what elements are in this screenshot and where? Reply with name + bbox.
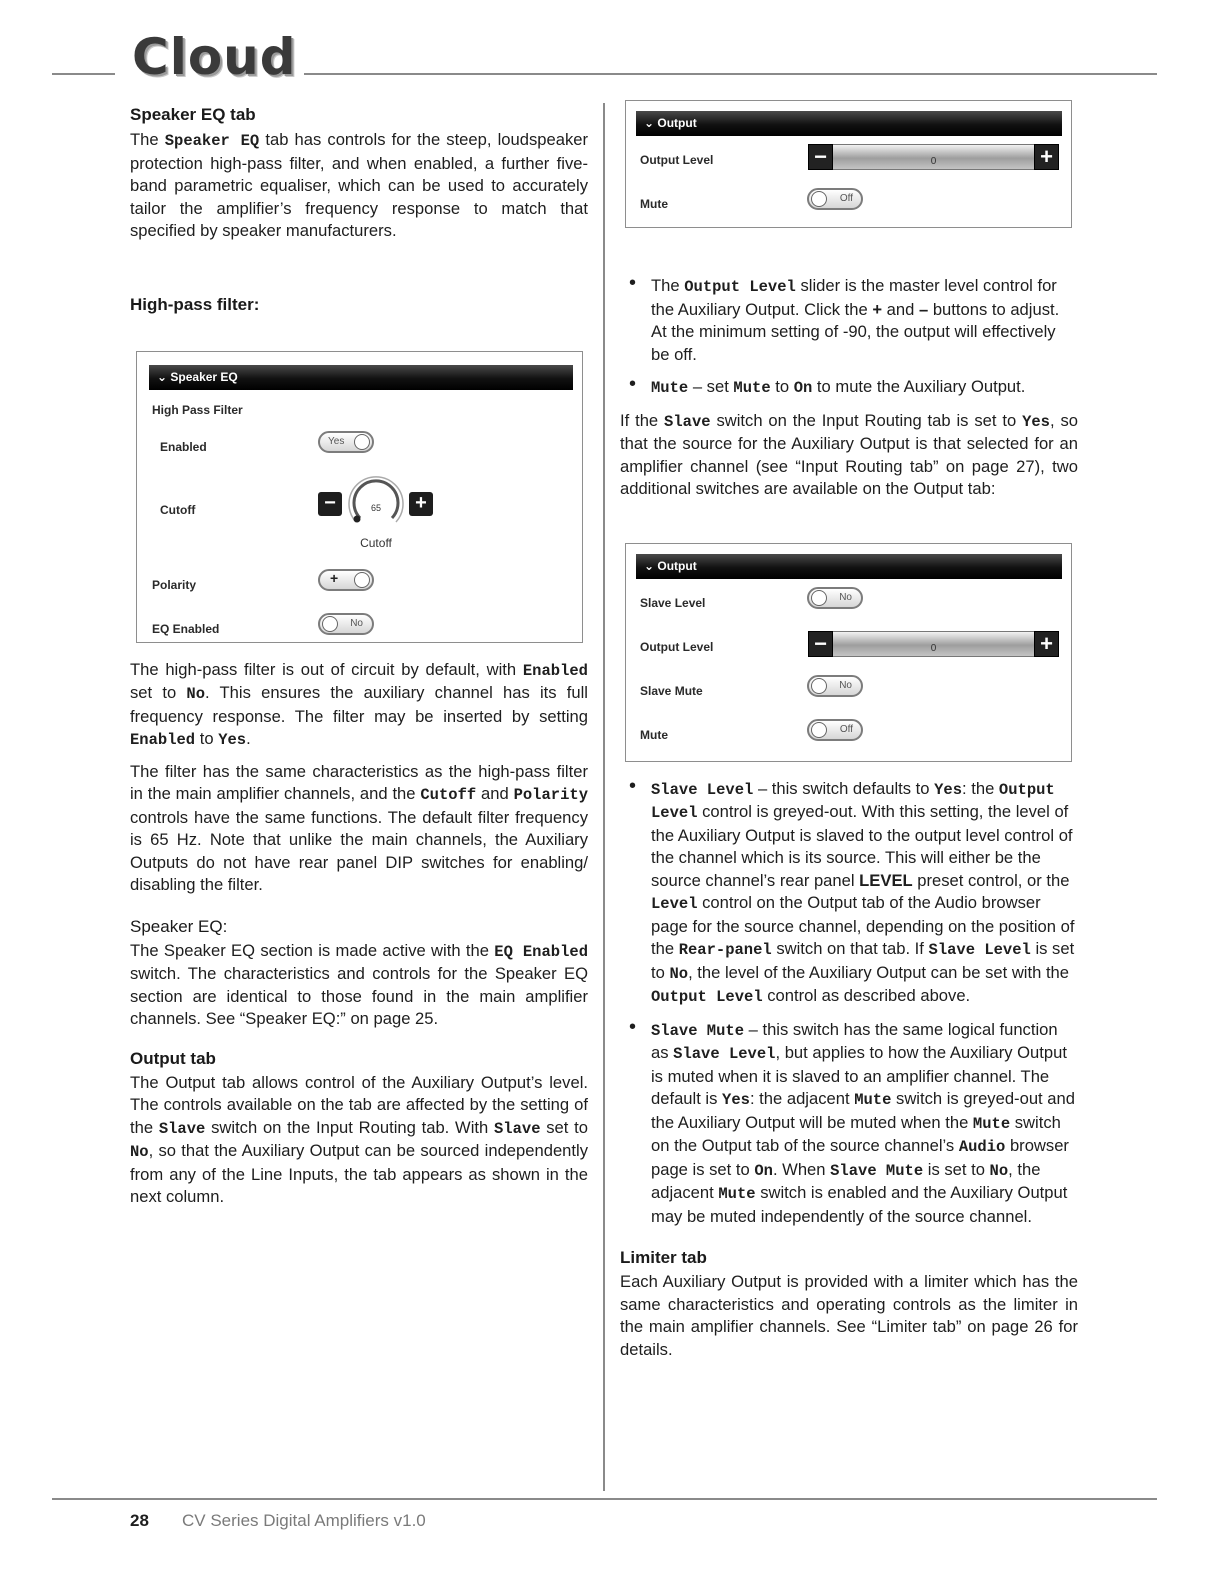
speaker-eq-tab-paragraph: The Speaker EQ tab has controls for the steep, loudspeaker protection high-pass filter, and when enabled, a further five-band parametric equaliser, which can be used to accurately tailor the amplifier’s frequency response to match that specified by speaker manufacturers. bbox=[130, 130, 589, 240]
output-panel-header[interactable]: ⌄ Output bbox=[636, 111, 1062, 136]
column-divider bbox=[603, 103, 605, 1491]
mute-label: Mute bbox=[640, 727, 668, 742]
output-level-increase-button[interactable]: + bbox=[1034, 631, 1059, 657]
footer-rule bbox=[52, 1498, 1157, 1500]
output-tab-heading: Output tab bbox=[130, 1048, 216, 1068]
output-bullets-2 bbox=[620, 778, 1078, 1229]
output-bullets-1 bbox=[620, 275, 1078, 400]
eq-enabled-toggle[interactable]: No bbox=[318, 613, 374, 635]
output-level-slider[interactable] bbox=[808, 631, 1059, 657]
speaker-eq-heading: Speaker EQ: bbox=[130, 916, 228, 936]
speaker-eq-panel-header[interactable]: ⌄ Speaker EQ bbox=[149, 365, 573, 390]
toggle-knob bbox=[811, 678, 827, 694]
bullet-slave-mute: • Slave Mute – this switch has the same logical function as Slave Level, but applies to how the Auxiliary Output is muted when it is slaved to an amplifier channel. The default is Yes: the adjacent Mute switch is greyed-out and the Auxiliary Output will be muted when the Mute switch on the Output tab of the source channel’s Audio browser page is set to On. When Slave Mute is set to No, the adjacent Mute switch is enabled and the Auxiliary Output may be muted independently of the source channel. bbox=[620, 1019, 1078, 1229]
page-number: 28 bbox=[130, 1511, 149, 1530]
cutoff-value: 65 bbox=[370, 502, 381, 513]
high-pass-filter-heading: High-pass filter: bbox=[130, 294, 260, 314]
hpf-paragraph-1: The high-pass filter is out of circuit by default, with Enabled set to No. This ensures the auxiliary channel has its full frequency response. The filter may be inserted by setting Enabled to Yes. bbox=[130, 659, 588, 749]
output-level-value: 0 bbox=[930, 642, 937, 654]
output-tab-paragraph: The Output tab allows control of the Auxiliary Output’s level. The controls available on the tab are affected by the setting of the Slave switch on the Input Routing tab. With Slave set to No, so that the Auxiliary Output can be sourced independently from any of the Line Inputs, the tab appears as shown in the next column. bbox=[130, 1072, 588, 1206]
speaker-eq-paragraph: The Speaker EQ section is made active with the EQ Enabled switch. The characteristics and controls for the Speaker EQ section are identical to those found in the main amplifier channels. See “Speaker EQ:” on page 25. bbox=[130, 940, 588, 1028]
toggle-knob bbox=[811, 590, 827, 606]
limiter-tab-paragraph: Each Auxiliary Output is provided with a limiter which has the same characteristics and operating controls as the limiter in the main amplifier channels. See “Limiter tab” on page 26 for details. bbox=[620, 1272, 1078, 1359]
eq-enabled-label: EQ Enabled bbox=[152, 621, 220, 636]
bullet-slave-level: • Slave Level – this switch defaults to Yes: the Output Level control is greyed-out. With this setting, the level of the Auxiliary Output is slaved to the output level control of the channel which is its source. This will either be the source channel’s rear panel LEVEL preset control, or the Level control on the Output tab of the Audio browser page for the source channel, depending on the position of the Rear-panel switch on that tab. If Slave Level is set to No, the level of the Auxiliary Output can be set with the Output Level control as described above. bbox=[620, 778, 1078, 1009]
enabled-label: Enabled bbox=[160, 439, 207, 454]
speaker-eq-tab-heading: Speaker EQ tab bbox=[130, 105, 256, 124]
cutoff-decrease-button[interactable]: − bbox=[318, 492, 342, 516]
mute-toggle[interactable]: Off bbox=[807, 188, 863, 210]
slave-mute-label: Slave Mute bbox=[640, 683, 703, 698]
output-level-label: Output Level bbox=[640, 153, 714, 167]
cloud-logo: Cloud bbox=[132, 28, 297, 86]
header-rule-left bbox=[52, 73, 115, 75]
right-column bbox=[620, 96, 1078, 1361]
toggle-knob bbox=[811, 722, 827, 738]
speaker-eq-panel bbox=[136, 351, 583, 643]
header-rule-right bbox=[304, 73, 1157, 75]
slave-intro-paragraph: If the Slave switch on the Input Routing tab is set to Yes, so that the source for the Auxiliary Output is that selected for an amplifier channel (see “Input Routing tab” on page 27), two additional switches are available on the Output tab: bbox=[620, 410, 1078, 498]
slave-level-label: Slave Level bbox=[640, 595, 706, 610]
output-level-increase-button[interactable]: + bbox=[1034, 144, 1059, 170]
cutoff-knob[interactable] bbox=[346, 474, 406, 530]
left-column bbox=[130, 103, 588, 1209]
toggle-knob bbox=[811, 191, 827, 207]
document-title: CV Series Digital Amplifiers v1.0 bbox=[182, 1511, 426, 1530]
toggle-knob bbox=[354, 572, 370, 588]
mute-label: Mute bbox=[640, 197, 668, 211]
hpf-paragraph-2: The filter has the same characteristics as the high-pass filter in the main amplifier channels, and the Cutoff and Polarity controls have the same functions. The default filter frequency is 65 Hz. Note that unlike the main channels, the Auxiliary Outputs do not have rear panel DIP switches for enabling/ disabling the filter. bbox=[130, 761, 588, 894]
output-level-slider[interactable] bbox=[808, 144, 1059, 170]
polarity-label: Polarity bbox=[152, 577, 197, 592]
cutoff-label: Cutoff bbox=[160, 502, 196, 517]
cutoff-increase-button[interactable]: + bbox=[409, 492, 433, 516]
high-pass-filter-section-label: High Pass Filter bbox=[152, 402, 243, 417]
limiter-tab-heading: Limiter tab bbox=[620, 1248, 707, 1267]
chevron-down-icon: ⌄ bbox=[157, 369, 171, 384]
bullet-mute: • Mute – set Mute to On to mute the Auxiliary Output. bbox=[620, 376, 1078, 400]
cutoff-caption: Cutoff bbox=[360, 535, 392, 550]
toggle-knob bbox=[354, 434, 370, 450]
enabled-toggle[interactable]: Yes bbox=[318, 431, 374, 453]
output-panel-header[interactable]: ⌄ Output bbox=[636, 554, 1062, 579]
output-panel-basic bbox=[625, 100, 1072, 228]
slave-mute-toggle[interactable]: No bbox=[807, 675, 863, 697]
output-panel-slave bbox=[625, 543, 1072, 762]
bullet-output-level: • The Output Level slider is the master level control for the Auxiliary Output. Click the + and – buttons to adjust. At the minimum setting of -90, the output will effectively be off. bbox=[620, 275, 1078, 366]
mute-toggle[interactable]: Off bbox=[807, 719, 863, 741]
output-level-decrease-button[interactable]: − bbox=[808, 631, 833, 657]
chevron-down-icon: ⌄ bbox=[644, 116, 658, 130]
polarity-toggle[interactable]: + bbox=[318, 569, 374, 591]
output-level-decrease-button[interactable]: − bbox=[808, 144, 833, 170]
output-level-value: 0 bbox=[930, 156, 937, 167]
chevron-down-icon: ⌄ bbox=[644, 558, 658, 573]
output-level-label: Output Level bbox=[640, 639, 714, 654]
slave-level-toggle[interactable]: No bbox=[807, 587, 863, 609]
toggle-knob bbox=[322, 616, 338, 632]
